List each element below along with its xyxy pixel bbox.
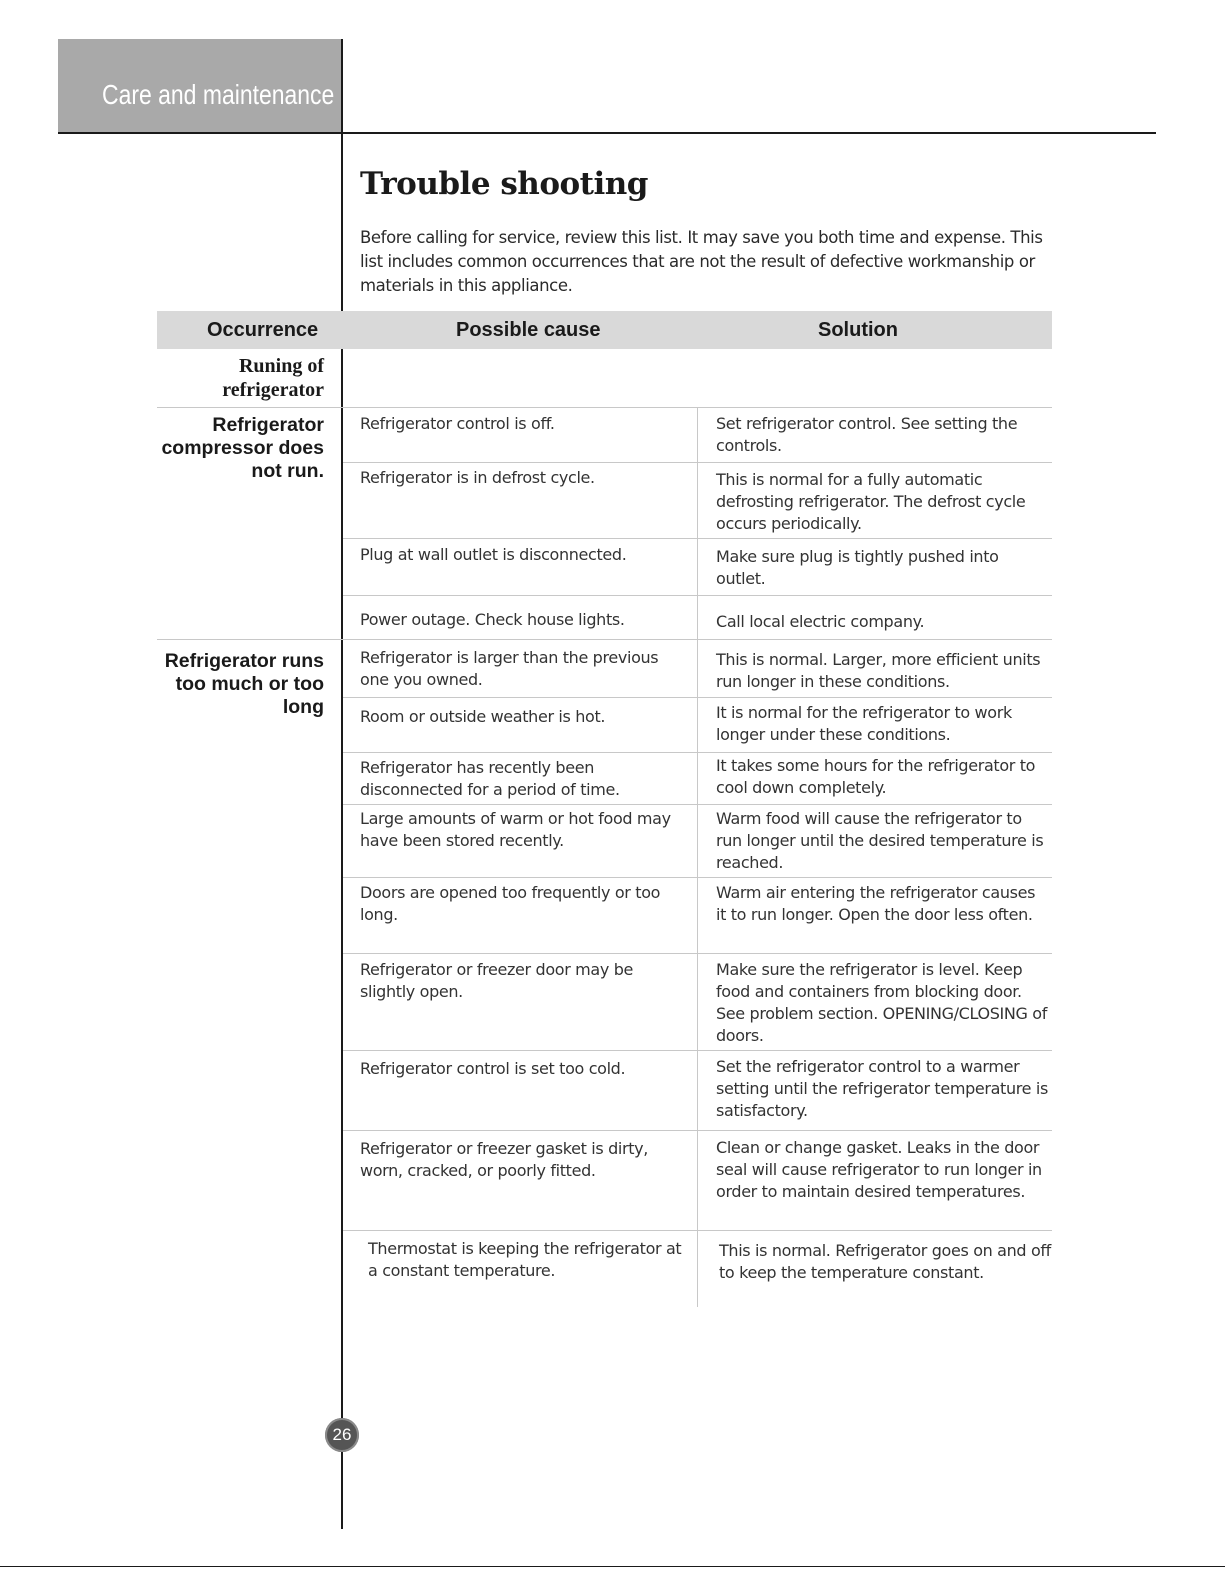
column-header-solution: Solution [818,319,898,341]
column-divider [697,407,698,1307]
cause-cell: Refrigerator has recently been disconnected for a period of time. [360,758,620,799]
cause-cell: Doors are opened too frequently or too long. [360,883,661,924]
cause-cell: Thermostat is keeping the refrigerator at a constant temperature. [368,1239,682,1280]
occurrence-compressor-not-run: Refrigerator compressor does not run. [161,414,324,482]
cause-cell: Refrigerator control is set too cold. [360,1059,626,1078]
cause-cell: Large amounts of warm or hot food may have been stored recently. [360,809,671,850]
solution-cell: Set refrigerator control. See setting the controls. [716,414,1018,455]
cause-cell: Refrigerator is larger than the previous one you owned. [360,648,659,689]
solution-cell: It takes some hours for the refrigerator to cool down completely. [716,756,1036,797]
solution-cell: Warm food will cause the refrigerator to run longer until the desired temperature is reached. [716,809,1044,872]
cause-cell: Room or outside weather is hot. [360,707,606,726]
cause-cell: Refrigerator control is off. [360,414,555,433]
solution-cell: Set the refrigerator control to a warmer setting until the refrigerator temperature is satisfactory. [716,1057,1048,1120]
solution-cell: Warm air entering the refrigerator causes it to run longer. Open the door less often. [716,883,1036,924]
section-title: Runing of refrigerator [222,355,324,401]
intro-paragraph: Before calling for service, review this list. It may save you both time and expense. This list includes common occurrences that are not the result of defective workmanship or materials in this appliance. [360,228,1043,295]
solution-cell: This is normal for a fully automatic defrosting refrigerator. The defrost cycle occurs periodically. [716,470,1026,533]
header-rule [58,132,1156,134]
row-divider [157,407,1052,408]
solution-cell: Call local electric company. [716,612,925,631]
solution-cell: This is normal. Refrigerator goes on and off to keep the temperature constant. [719,1241,1051,1282]
solution-cell: Make sure plug is tightly pushed into outlet. [716,547,999,588]
vertical-rule [341,39,343,1529]
cause-cell: Refrigerator is in defrost cycle. [360,468,595,487]
page-title: Trouble shooting [360,166,648,202]
cause-cell: Refrigerator or freezer door may be slightly open. [360,960,634,1001]
column-header-occurrence: Occurrence [207,319,319,341]
column-header-cause: Possible cause [456,319,601,341]
page-number-badge: 26 [325,1418,359,1452]
table-header [157,311,1052,349]
cause-cell: Power outage. Check house lights. [360,610,625,629]
solution-cell: Clean or change gasket. Leaks in the door seal will cause refrigerator to run longer in order to maintain desired temperatures. [716,1138,1042,1201]
solution-cell: Make sure the refrigerator is level. Keep food and containers from blocking door. See problem section. OPENING/CLOSING of doors. [716,960,1048,1045]
solution-cell: It is normal for the refrigerator to work longer under these conditions. [716,703,1012,744]
solution-cell: This is normal. Larger, more efficient units run longer in these conditions. [716,650,1041,691]
bottom-rule [0,1566,1225,1567]
section-header [58,39,342,133]
row-divider [157,639,1052,640]
section-header-title: Care and maintenance [102,79,335,110]
occurrence-runs-too-long: Refrigerator runs too much or too long [164,650,324,718]
cause-cell: Refrigerator or freezer gasket is dirty, worn, cracked, or poorly fitted. [360,1139,648,1180]
cause-cell: Plug at wall outlet is disconnected. [360,545,627,564]
